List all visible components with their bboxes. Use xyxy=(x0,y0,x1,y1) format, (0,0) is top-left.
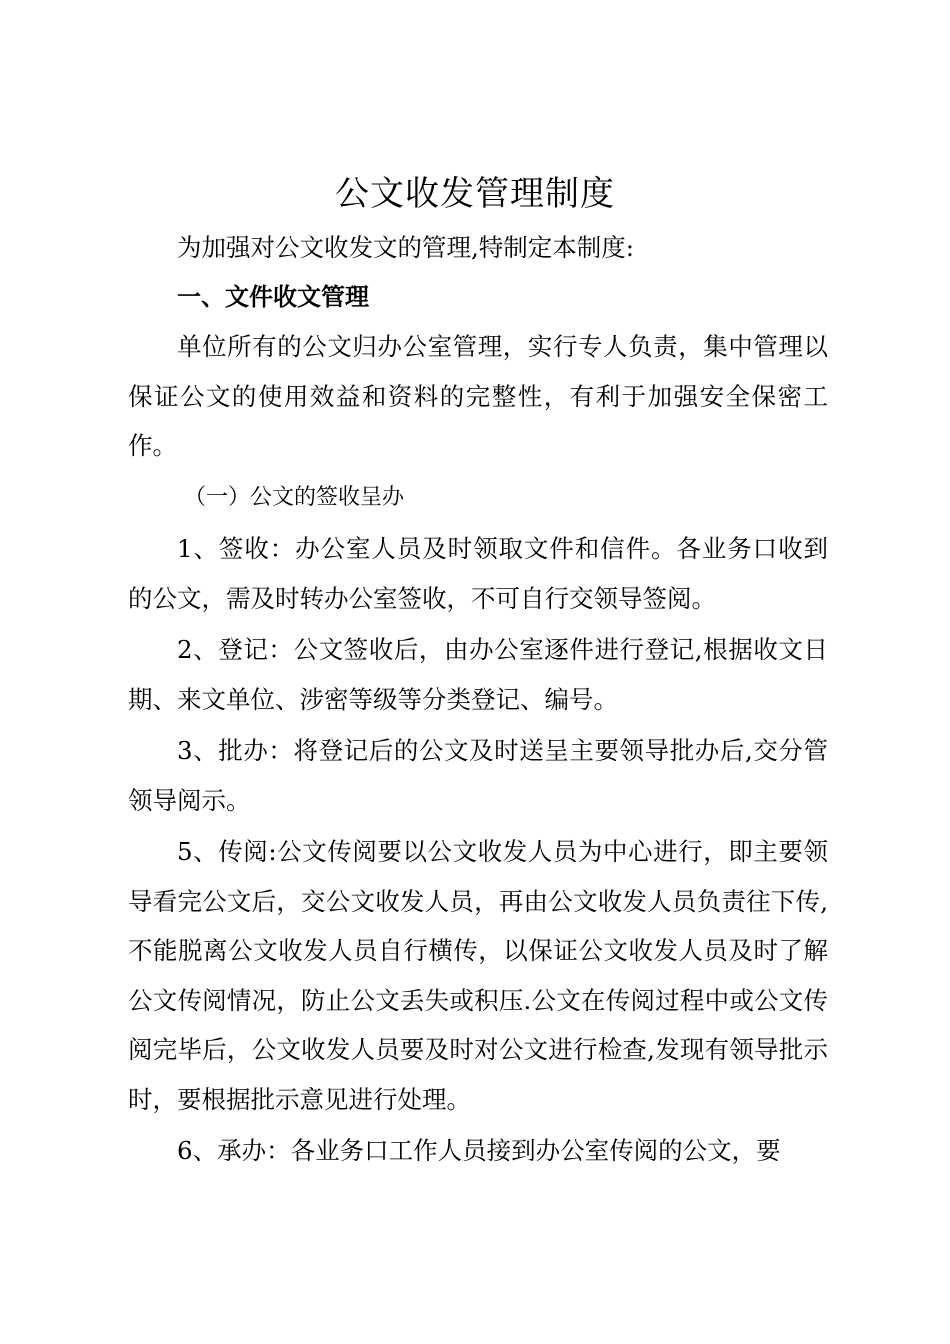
list-item: 3、批办：将登记后的公文及时送呈主要领导批办后,交分管领导阅示。 xyxy=(128,736,828,815)
document-body xyxy=(128,223,828,1176)
list-item: 5、传阅:公文传阅要以公文收发人员为中心进行，即主要领导看完公文后，交公文收发人员，再由公文收发人员负责往下传,不能脱离公文收发人员自行横传，以保证公文收发人员及时了解公文传阅情况，防止公文丢失或积压.公文在传阅过程中或公文传阅完毕后，公文收发人员要及时对公文进行检查,发现有领导批示时，要根据批示意见进行处理。 xyxy=(128,837,828,1114)
page-title: 公文收发管理制度 xyxy=(335,174,615,214)
subsection-heading: （一）公文的签收呈办 xyxy=(184,484,405,510)
list-item: 2、登记：公文签收后，由办公室逐件进行登记,根据收文日期、来文单位、涉密等级等分类登记、编号。 xyxy=(128,635,828,714)
section-paragraph: 单位所有的公文归办公室管理，实行专人负责，集中管理以保证公文的使用效益和资料的完整性，有利于加强安全保密工作。 xyxy=(128,332,828,460)
list-item: 6、承办：各业务口工作人员接到办公室传阅的公文，要 xyxy=(177,1136,781,1165)
list-item: 1、签收：办公室人员及时领取文件和信件。各业务口收到的公文，需及时转办公室签收，不可自行交领导签阅。 xyxy=(128,534,828,613)
intro-paragraph: 为加强对公文收发文的管理,特制定本制度: xyxy=(177,233,635,262)
section-heading: 一、文件收文管理 xyxy=(177,282,369,311)
